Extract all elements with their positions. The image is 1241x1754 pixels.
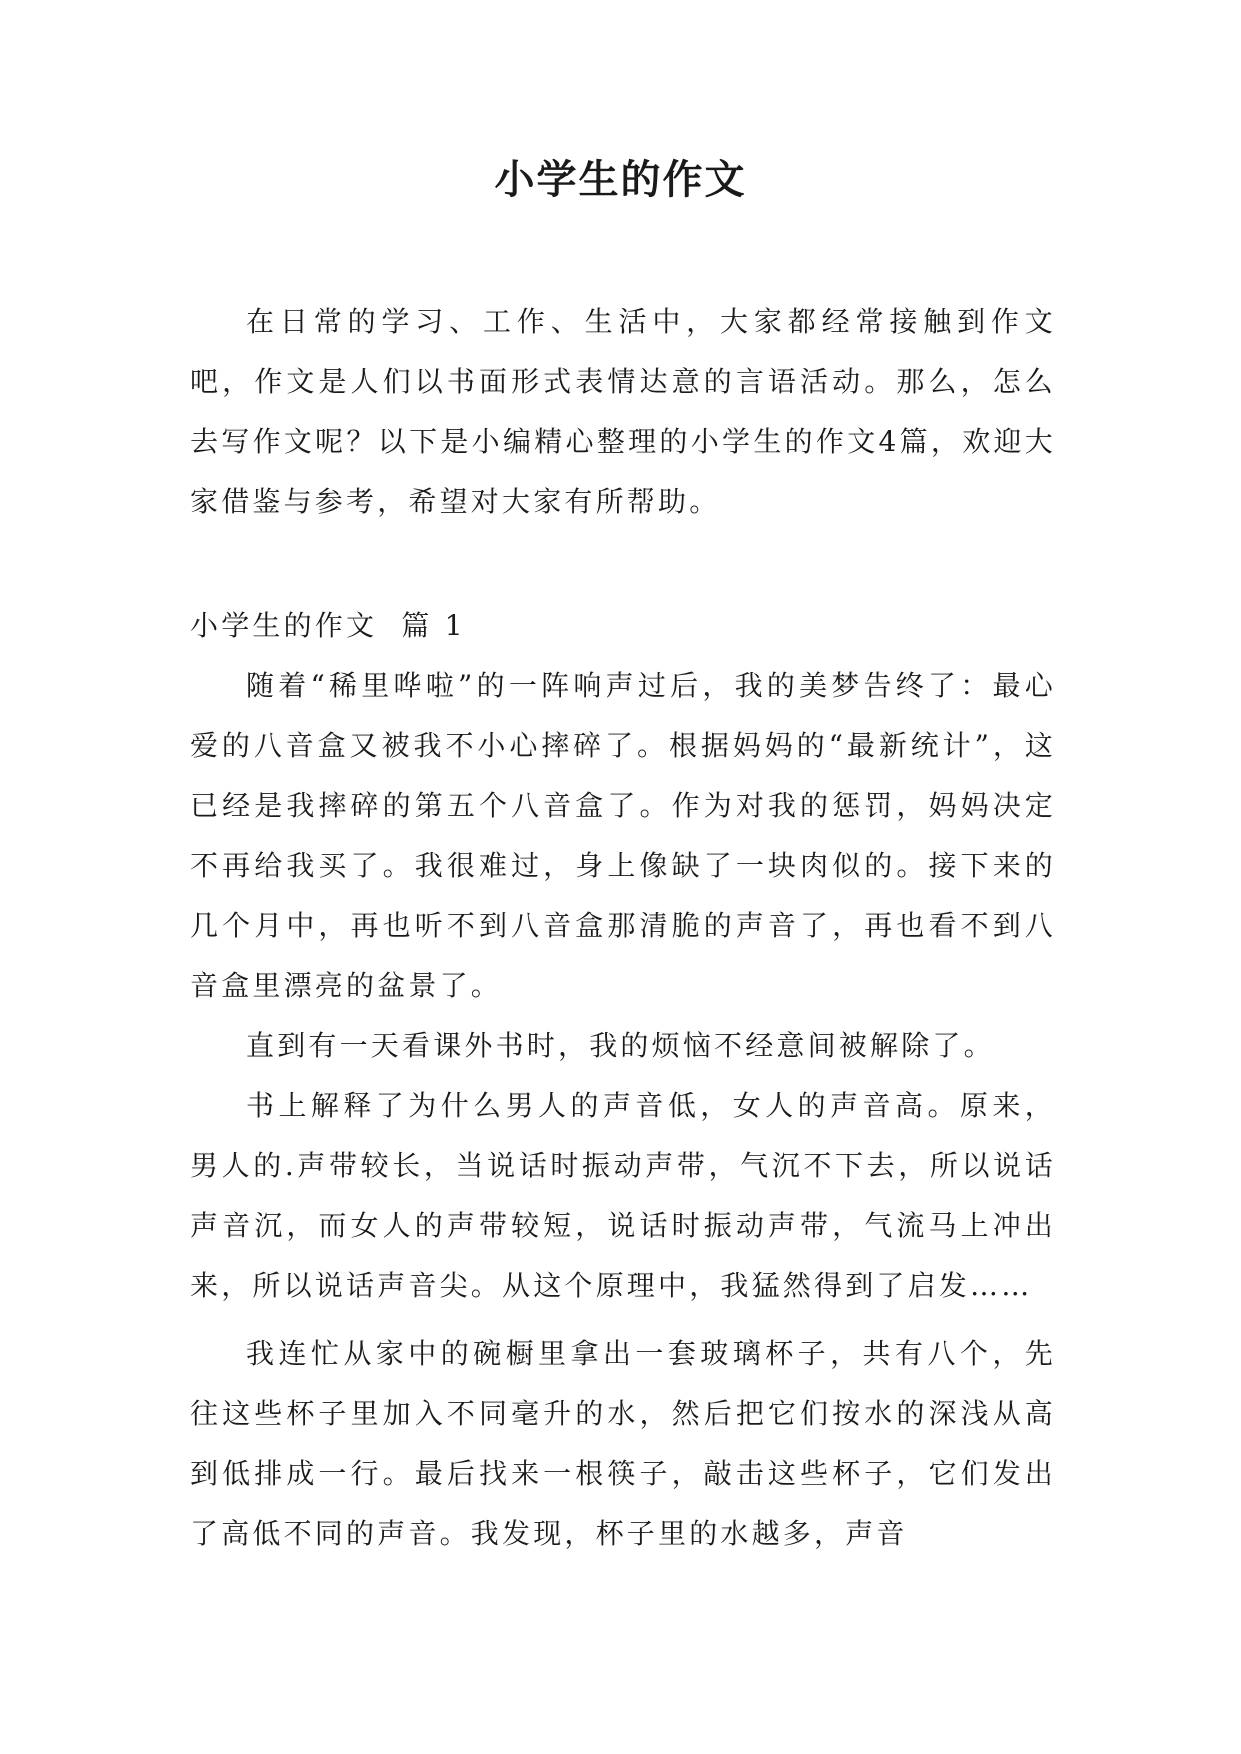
document-body — [190, 292, 1056, 1564]
section-heading: 小学生的作文 篇 1 — [190, 609, 466, 642]
body-paragraph: 随着“稀里哗啦”的一阵响声过后，我的美梦告终了：最心爱的八音盒又被我不小心摔碎了。根据妈妈的“最新统计”，这已经是我摔碎的第五个八音盒了。作为对我的惩罚，妈妈决定不再给我买了。我很难过，身上像缺了一块肉似的。接下来的几个月中，再也听不到八音盒那清脆的声音了，再也看不到八音盒里漂亮的盆景了。 — [190, 669, 1056, 1002]
body-paragraph: 我连忙从家中的碗橱里拿出一套玻璃杯子，共有八个，先往这些杯子里加入不同毫升的水，然后把它们按水的深浅从高到低排成一行。最后找来一根筷子，敲击这些杯子，它们发出了高低不同的声音。我发现，杯子里的水越多，声音 — [190, 1337, 1056, 1550]
document-title: 小学生的作文 — [494, 157, 747, 203]
intro-paragraph: 在日常的学习、工作、生活中，大家都经常接触到作文吧，作文是人们以书面形式表情达意的言语活动。那么，怎么去写作文呢？以下是小编精心整理的小学生的作文4篇，欢迎大家借鉴与参考，希望对大家有所帮助。 — [190, 305, 1056, 518]
body-paragraph: 书上解释了为什么男人的声音低，女人的声音高。原来，男人的.声带较长，当说话时振动声带，气沉不下去，所以说话声音沉，而女人的声带较短，说话时振动声带，气流马上冲出来，所以说话声音尖。从这个原理中，我猛然得到了启发…… — [190, 1089, 1056, 1302]
body-paragraph: 直到有一天看课外书时，我的烦恼不经意间被解除了。 — [246, 1029, 995, 1062]
